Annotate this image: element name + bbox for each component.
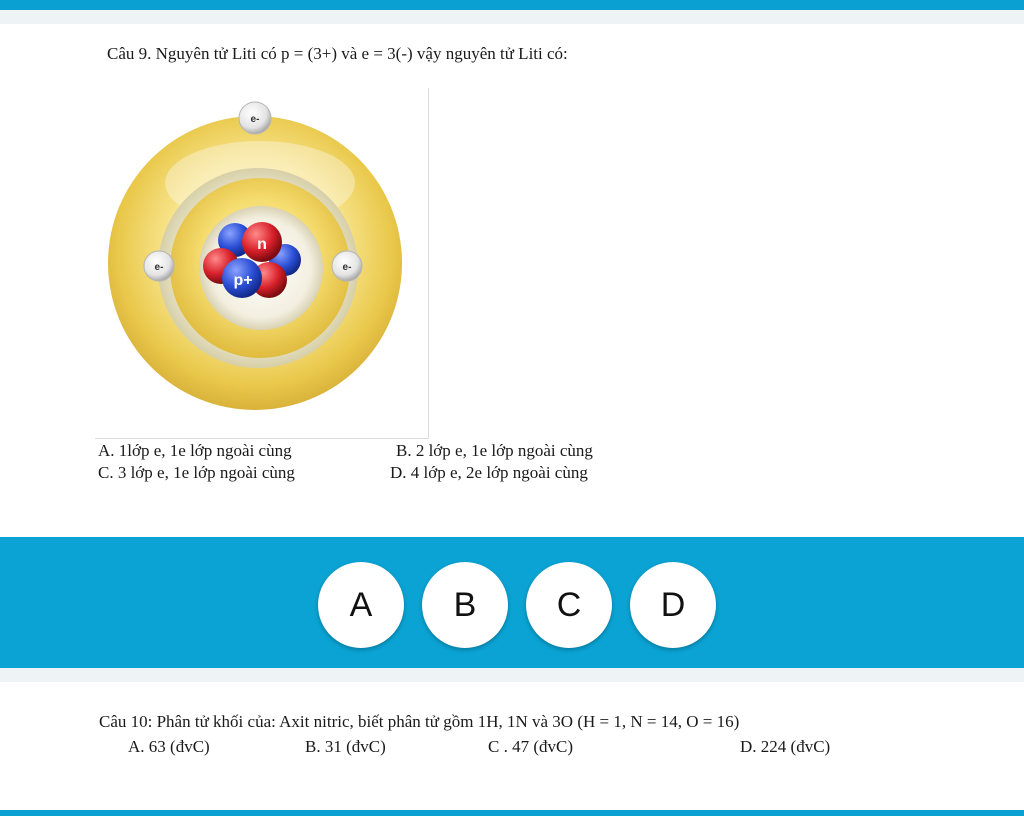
question-9-option-a: A. 1lớp e, 1e lớp ngoài cùng: [98, 441, 292, 460]
top-divider: [0, 10, 1024, 24]
question-9-title: Câu 9. Nguyên tử Liti có p = (3+) và e = 3(-) vậy nguyên tử Liti có:: [107, 44, 568, 63]
electron-right: [332, 251, 362, 281]
answer-d-button[interactable]: D: [630, 562, 716, 648]
svg-text:e-: e-: [250, 114, 260, 125]
answer-panel: [0, 537, 1024, 668]
section-divider: [0, 668, 1024, 682]
electron-top: [239, 102, 271, 134]
atom-illustration: [95, 88, 428, 438]
question-9-option-c: C. 3 lớp e, 1e lớp ngoài cùng: [98, 463, 295, 482]
question-9-option-d: D. 4 lớp e, 2e lớp ngoài cùng: [390, 463, 588, 482]
top-bar: [0, 0, 1024, 10]
neutron-label: n: [257, 236, 267, 253]
electron-left: [144, 251, 174, 281]
proton-label: p+: [233, 272, 253, 289]
question-10-option-d: D. 224 (đvC): [740, 737, 831, 756]
answer-b-button[interactable]: B: [422, 562, 508, 648]
answer-c-button[interactable]: C: [526, 562, 612, 648]
question-10-option-c: C . 47 (đvC): [488, 737, 573, 756]
lithium-atom-image: [95, 88, 429, 439]
question-10-option-b: B. 31 (đvC): [305, 737, 386, 756]
answer-a-button[interactable]: A: [318, 562, 404, 648]
bottom-bar: [0, 810, 1024, 816]
question-9-option-b: B. 2 lớp e, 1e lớp ngoài cùng: [396, 441, 593, 460]
svg-text:e-: e-: [342, 262, 352, 273]
svg-text:e-: e-: [154, 262, 164, 273]
question-10-option-a: A. 63 (đvC): [128, 737, 210, 756]
question-10-title: Câu 10: Phân tử khối của: Axit nitric, biết phân tử gồm 1H, 1N và 3O (H = 1, N = 14, O = 16): [99, 712, 740, 731]
